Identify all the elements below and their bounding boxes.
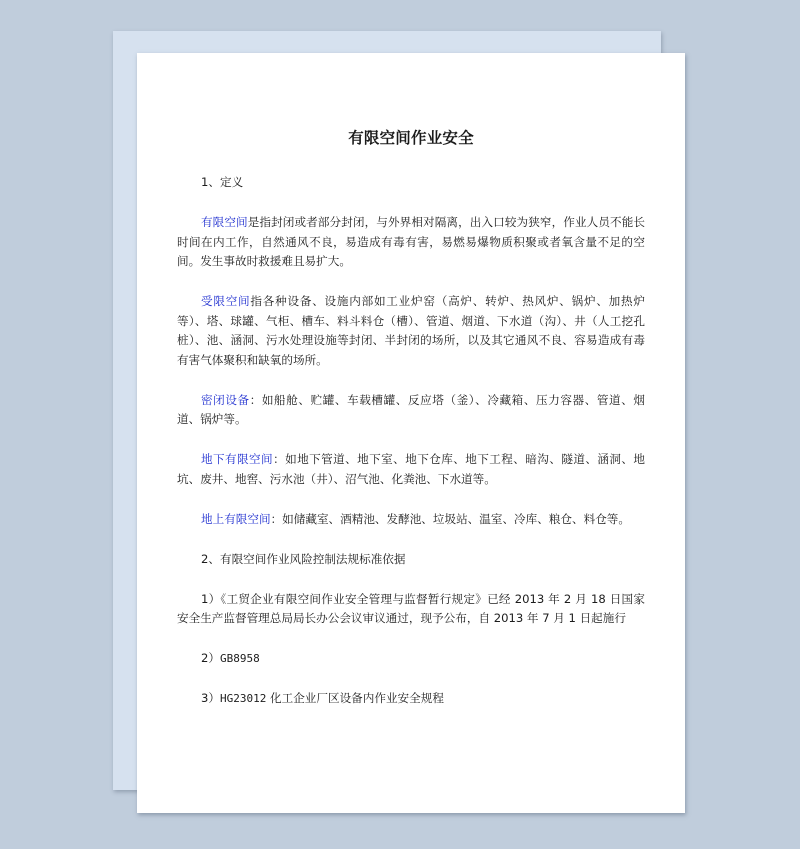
definition-paragraph <box>177 213 645 272</box>
regulation-item <box>177 590 645 629</box>
standard-code: GB8958 <box>219 652 260 665</box>
regulation-text: 化工企业厂区设备内作业安全规程 <box>266 691 444 705</box>
document-page <box>137 53 685 813</box>
document-body <box>177 173 645 729</box>
definition-paragraph <box>177 450 645 489</box>
definition-text: 是指封闭或者部分封闭，与外界相对隔离，出入口较为狭窄，作业人员不能长时间在内工作，自然通风不良，易造成有毒有害，易燃易爆物质积聚或者氧含量不足的空间。发生事故时救援难且易扩大。 <box>177 215 645 268</box>
term-highlight: 地下有限空间 <box>201 452 274 466</box>
definition-text: 指各种设备、设施内部如工业炉窑（高炉、转炉、热风炉、锅炉、加热炉等）、塔、球罐、气柜、槽车、料斗料仓（槽）、管道、烟道、下水道（沟）、井（人工挖孔桩）、池、涵洞、污水处理设施等封闭、半封闭的场所，以及其它通风不良、容易造成有毒有害气体聚积和缺氧的场所。 <box>177 294 645 367</box>
definition-paragraph <box>177 510 645 530</box>
section-heading-text: 1、定义 <box>201 175 244 189</box>
definition-text: ：如储藏室、酒精池、发酵池、垃圾站、温室、冷库、粮仓、料仓等。 <box>270 511 630 526</box>
section-heading-regulations <box>177 550 645 570</box>
regulation-item <box>177 689 645 709</box>
definition-text: ：如地下管道、地下室、地下仓库、地下工程、暗沟、隧道、涵洞、地坑、废井、地窖、污水池（井）、沼气池、化粪池、下水道等。 <box>177 452 645 486</box>
regulation-prefix: 2） <box>201 651 220 665</box>
document-title: 有限空间作业安全 <box>348 129 474 147</box>
term-highlight: 密闭设备 <box>201 392 250 407</box>
regulation-text: 1）《工贸企业有限空间作业安全管理与监督暂行规定》已经 2013 年 2 月 18 日国家安全生产监督管理总局局长办公会议审议通过，现予公布，自 2013 年 7 月 1 日起施行 <box>177 591 645 625</box>
section-heading-definition <box>177 173 645 193</box>
definition-paragraph <box>177 292 645 370</box>
standard-code: HG23012 <box>219 692 267 705</box>
definition-text: ：如船舱、贮罐、车载槽罐、反应塔（釜）、冷藏箱、压力容器、管道、烟道、锅炉等。 <box>177 392 645 426</box>
section-heading-text: 2、有限空间作业风险控制法规标准依据 <box>201 551 406 566</box>
regulation-item <box>177 649 645 669</box>
term-highlight: 地上有限空间 <box>201 511 271 526</box>
regulation-prefix: 3） <box>201 691 220 705</box>
definition-paragraph <box>177 391 645 430</box>
term-highlight: 有限空间 <box>201 215 248 229</box>
term-highlight: 受限空间 <box>201 294 251 308</box>
